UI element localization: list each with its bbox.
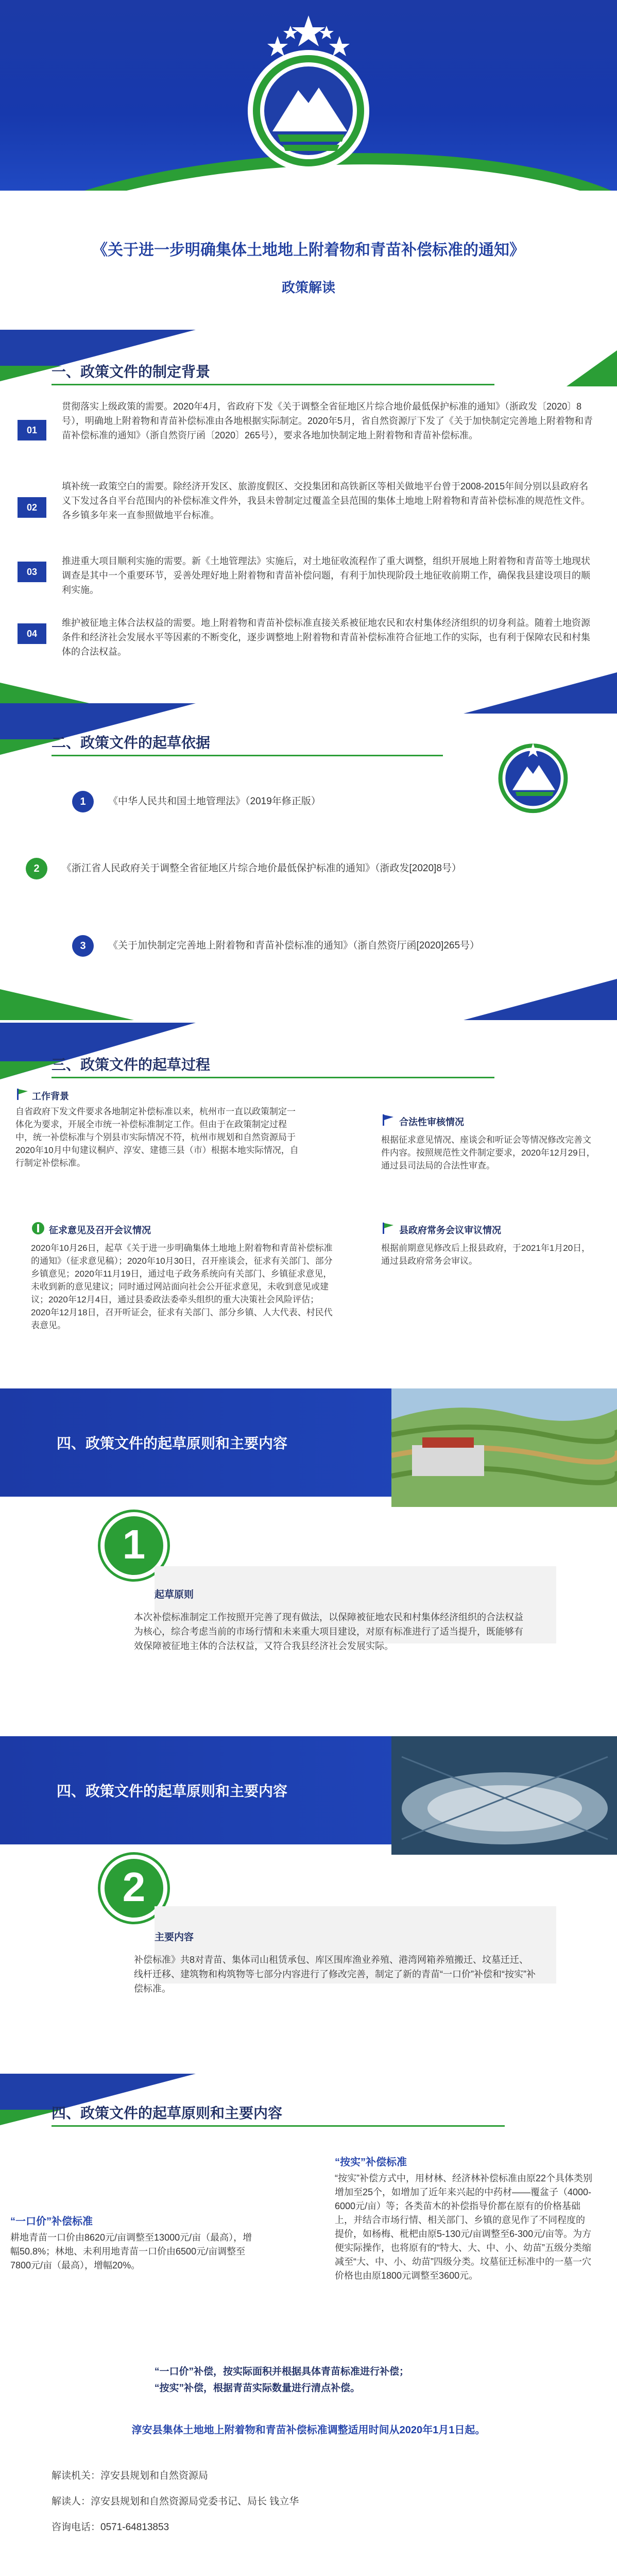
work-flag-icon — [15, 1087, 30, 1101]
bg-item-number: 01 — [18, 420, 46, 440]
summary-line-2: “按实”补偿，根据青苗实际数量进行清点补偿。 — [155, 2383, 361, 2394]
bg-item-number: 02 — [18, 497, 46, 518]
bg-item-number: 04 — [18, 623, 46, 644]
consultation-text: 2020年10月26日，起草《关于进一步明确集体土地地上附着物和青苗补偿标准的通知》（征求意见稿）；2020年10月30日，召开座谈会，征求有关部门、部分乡镇意见；2020年11月19日，通过电子政务系统向有关部门、乡镇征求意见，未收到新的意见建议；同时通过网站面向社会公开征求意见，未收到意见或建议；2020年12月4日，通过县委政法委牵头组织的重大决策社会风险评估；2020年12月18日，召开听证会，征求有关部门、部分乡镇、人大代表、村民代表意见。 — [31, 1243, 333, 1330]
work-background-text: 自省政府下发文件要求各地制定补偿标准以来，杭州市一直以政策制定一体化为要求，开展全市统一补偿标准制定工作。但由于在政策制定过程中，统一补偿标准与个别县市实际情况不符，杭州市规划和自然资源局于2020年10月中旬建议桐庐、淳安、建德三县（市）根据本地实际情况，自行制定补偿标准。 — [15, 1107, 299, 1168]
basis-number: 2 — [26, 858, 47, 879]
yikou-text: 耕地青苗一口价由8620元/亩调整至13000元/亩（最高），增幅50.8%；林地、未利用地青苗一口价由6500元/亩调整至7800元/亩（最高），增幅20%。 — [10, 2232, 252, 2270]
content-text: 补偿标准》共8对青苗、集体司山租赁承包、库区围库渔业养殖、港湾网箱养殖搬迁、坟墓迁迁、线杆迁移、建筑物和构筑物等七部分内容进行了修改完善，制定了新的青苗“一口价”补偿和“按实”补偿标准。 — [134, 1955, 536, 1994]
bg-item-text: 填补统一政策空白的需要。除经济开发区、旅游度假区、交投集团和高铁新区等相关做地平台曾于2008-2015年间分别以县政府名义下发过各自平台范围内的补偿标准文件外，我县未曾制定过覆盖全县范围的集体土地地上附着物和青苗补偿标准的规范性文件。各乡镇多年来一直参照做地平台标准。 — [62, 481, 590, 520]
basis-text: 《浙江省人民政府关于调整全省征地区片综合地价最低保护标准的通知》（浙政发[2020]8号） — [62, 863, 461, 874]
section2-bottom-decoration — [0, 979, 617, 1020]
bg-item-number: 03 — [18, 562, 46, 582]
section1-underline — [52, 384, 494, 385]
section4a-heading: 四、政策文件的起草原则和主要内容 — [57, 1435, 288, 1451]
page-title: 《关于进一步明确集体土地地上附着物和青苗补偿标准的通知》 — [92, 242, 525, 259]
principle-title: 起草原则 — [155, 1589, 194, 1600]
legal-review-text: 根据征求意见情况、座谈会和听证会等情况修改完善文件内容。按照规范性文件制定要求，2020年12月29日，通过县司法局的合法性审查。 — [381, 1135, 595, 1171]
effective-date: 淳安县集体土地地上附着物和青苗补偿标准调整适用时间从2020年1月1日起。 — [131, 2425, 486, 2436]
page-subtitle: 政策解读 — [281, 280, 335, 295]
consultation-label: 征求意见及召开会议情况 — [49, 1225, 151, 1235]
bg-item-text: 贯彻落实上级政策的需要。2020年4月，省政府下发《关于调整全省征地区片综合地价最低保护标准的通知》（浙政发〔2020〕8号），明确地上附着物和青苗补偿标准由各地根据实际制定。2020年5月，省自然资源厅下发了《关于加快制定完善地上附着物和青苗补偿标准的通知》（浙自然资厅函〔2020〕265号），要求各地加快制定地上附着物和青苗补偿标准。 — [62, 401, 593, 440]
content-title: 主要内容 — [155, 1932, 194, 1943]
legal-review-label: 合法性审核情况 — [399, 1117, 464, 1127]
yikou-title: “一口价”补偿标准 — [10, 2216, 93, 2227]
basis-number: 1 — [72, 791, 94, 812]
basis-text: 《中华人民共和国土地管理法》（2019年修正版） — [108, 796, 321, 807]
section2-heading: 二、政策文件的起草依据 — [52, 735, 211, 751]
bg-item-text: 维护被征地主体合法权益的需要。地上附着物和青苗补偿标准直接关系被征地农民和农村集体经济组织的切身利益。随着土地资源条件和经济社会发展水平等因素的不断变化，逐步调整地上附着物和青苗补偿标准符合征地工作的实际，也有利于保障农民和村集体的合法权益。 — [62, 618, 590, 657]
small-emblem-logo — [494, 734, 572, 817]
anshi-title: “按实”补偿标准 — [335, 2157, 407, 2168]
legal-review-icon — [381, 1113, 396, 1127]
work-background-label: 工作背景 — [32, 1091, 69, 1101]
principle-number-badge: 1 — [100, 1512, 167, 1579]
basis-text: 《关于加快制定完善地上附着物和青苗补偿标准的通知》（浙自然资厅函[2020]265号） — [108, 940, 480, 951]
land-emblem-logo — [242, 13, 375, 178]
meeting-text: 根据前期意见修改后上报县政府，于2021年1月20日，通过县政府常务会审议。 — [381, 1243, 591, 1266]
consult-icon — [31, 1221, 45, 1235]
contact-unit: 解读机关：淳安县规划和自然资源局 — [52, 2470, 209, 2481]
summary-line-1: “一口价”补偿，按实际面积并根据具体青苗标准进行补偿； — [155, 2366, 409, 2377]
section3-underline — [52, 1077, 494, 1078]
bg-item-text: 推进重大项目顺利实施的需要。新《土地管理法》实施后，对土地征收流程作了重大调整，组织开展地上附着物和青苗等土地现状调查是其中一个重要环节，妥善处理好地上附着物和青苗补偿问题，有利于加快现阶段土地征收前期工作，确保我县建设项目的顺利实施。 — [62, 556, 590, 595]
fish-net-photo — [391, 1736, 617, 1855]
contact-person: 解读人：淳安县规划和自然资源局党委书记、局长 钱立华 — [52, 2496, 299, 2507]
terraced-fields-photo — [391, 1388, 617, 1507]
section2-underline — [52, 755, 443, 756]
meeting-label: 县政府常务会议审议情况 — [399, 1225, 501, 1235]
section4c-underline — [52, 2125, 505, 2127]
contact-phone: 咨询电话：0571-64813853 — [52, 2522, 169, 2533]
anshi-text: “按实”补偿方式中，用材林、经济林补偿标准由原22个具体类别增加至25个，如增加了近年来兴起的中药材——覆盆子（4000-6000元/亩）等；各类苗木的补偿指导价都在原有的价格基础上，并结合市场行情、相关部门、乡镇的意见作了不同程度的提价，如杨梅、枇杷由原5-130元/亩调整至6-300元/亩等。为方便实际操作，也将原有的“特大、大、中、小、幼苗”五级分类缩减至“大、中、小、幼苗”四级分类。坟墓征迁标准中的一墓一穴价格也由原1800元调整至3600元。 — [335, 2173, 593, 2281]
basis-number: 3 — [72, 935, 94, 957]
section1-heading: 一、政策文件的制定背景 — [52, 364, 211, 380]
section4c-heading: 四、政策文件的起草原则和主要内容 — [52, 2105, 283, 2121]
section3-heading: 三、政策文件的起草过程 — [52, 1057, 211, 1073]
meeting-icon — [381, 1221, 396, 1235]
principle-text: 本次补偿标准制定工作按照开完善了现有做法，以保障被征地农民和村集体经济组织的合法权益为核心，综合考虑当前的市场行情和未来重大项目建设，对原有标准进行了适当提升，既能够有效保障被征地主体的合法权益，又符合我县经济社会发展实际。 — [134, 1612, 523, 1651]
section4b-heading: 四、政策文件的起草原则和主要内容 — [57, 1783, 288, 1799]
principle-number-badge: 2 — [100, 1855, 167, 1922]
